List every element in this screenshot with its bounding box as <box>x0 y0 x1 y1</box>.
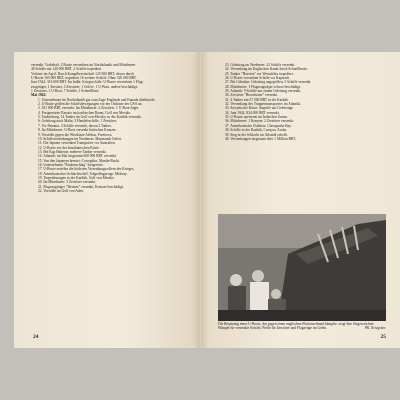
list-item: 27. Bei Gibraltar: Geleitzug angegriffen, 5 Schiffe versenkt. <box>225 80 312 85</box>
list-item: 31. 4 Tanker mit 37 000 BRT in der Karibik. <box>225 97 289 102</box>
left-page <box>14 52 201 348</box>
text-line: versenkt. Vorbehalt: 2 Boote versenkten im Nordatlantik und Mittelmeer <box>31 63 136 67</box>
list-item: 10. Schiffsversenkungen im Nordmeer, Murmansk-Geleit. <box>38 136 122 141</box>
list-item: 21. Flugzeugträger "Hermes" versenkt, Kreuzer beschädigt. <box>38 184 124 189</box>
list-item: 6. Geleitzug nach Malta: 3 Handelsschiffe, 1 Zerstörer. <box>38 119 117 124</box>
list-item: 23. Geleitzug im Nordmeer: 22 Schiffe versenkt. <box>225 63 296 67</box>
right-page <box>201 52 400 348</box>
photo-image <box>218 214 386 321</box>
list-item: 15. Von den Japanern besetzt: Corregidor, Manila-Bucht. <box>38 158 120 163</box>
list-item: 11. Die Japaner versenken Transporter vor Australien. <box>38 141 116 146</box>
left-page-intro <box>31 63 188 93</box>
list-item: 7. Vor Panama: 3 Schiffe versenkt, davon 2 Tanker. <box>38 123 112 128</box>
list-item: 5. Tankerkrieg: 14 Tanker im Golf von Mexiko, in der Karibik versenkt. <box>38 115 142 120</box>
list-item: 22. Vorstöße im Golf von Aden. <box>38 188 84 193</box>
list-item: 40. Versenkungen insgesamt über 1 Million BRT. <box>225 136 296 141</box>
list-item: 34. Juni 1942: 834 000 BRT versenkt. <box>225 110 280 115</box>
text-line: 40 Schiffe mit 140 000 BRT. 2 Schiffe torpediert. <box>31 67 103 72</box>
list-item: 38. Schiffe in der Karibik, Curaçao, Aruba. <box>225 128 288 133</box>
list-item: 32. Versenkung des Truppentransporters im Atlantik. <box>225 102 301 107</box>
list-item: 36. Mittelmeer: 1 Kreuzer, 2 Zerstörer versenkt. <box>225 119 295 124</box>
list-item: 26. U-Boote versenken Schiffe vor Kapstadt. <box>225 76 290 81</box>
text-line: zeugträger, 1 Kreuzer, 3 Zerstörer, 1 Geleit-, 1 U-Boot, andere beschädigt: <box>31 84 138 89</box>
list-item: 29. Atlantik: 9 Schiffe aus einem Geleitzug versenkt. <box>225 89 302 94</box>
text-line: U-Boote 165 000 BRT, torpediert 16 weitere Schiffe. Ohne 320 000 BRT. <box>31 76 137 81</box>
list-item: 12. U-Boote vor der brasilianischen Küste. <box>38 145 100 150</box>
text-line: Verluste im April: Durch Kampfbereitschaft 125 000 BRT, davon durch <box>31 71 134 76</box>
list-item: 13. Bei Kap Hatteras: mehrere Tanker versenkt. <box>38 149 107 154</box>
text-line: 1 Zerstörer, 1 U-Boot, 7 Schiffe, 1 Schnellboot. <box>31 89 100 94</box>
list-item: 8. Im Mittelmeer: U-Boot versenkt britischen Kreuzer. <box>38 128 117 133</box>
list-item: 14. Atlantik: im Mai insgesamt 600 000 BRT versenkt. <box>38 154 117 159</box>
list-item: 4. Fortgesetzter Einsatz im karibischen Raum, Golf von Mexiko. <box>38 110 132 115</box>
photo-caption <box>218 322 386 331</box>
list-item: 25. Tanker "Havsten" vor Westafrika torpediert. <box>225 71 294 76</box>
page-number-left: 24 <box>33 333 39 340</box>
list-item: 39. Sieg in der Schlacht im Atlantik erhofft. <box>225 132 288 137</box>
photo <box>218 214 386 321</box>
list-item: 30. Zerstörer "Broadwater" versenkt. <box>225 93 279 98</box>
list-item: 19. Torpedierungen in der Karibik, Golf von Mexiko. <box>38 175 115 180</box>
list-item: 37. Amerikanische Ostküste, Chesapeake Bay. <box>225 123 292 128</box>
open-book <box>14 52 400 348</box>
photo-credit: PK. Kriegsber. <box>364 326 386 331</box>
list-item: 16. Unternehmen "Paukenschlag" fortgesetzt. <box>38 162 104 167</box>
section-heading: Mai 1942: <box>31 93 47 98</box>
left-page-list <box>31 98 188 194</box>
list-item: 1. Unternehmen im Nordatlantik gut zum Zuge Englands und Kanada überbracht. <box>38 97 156 102</box>
list-item: 24. Versenkung im Englischen Kanal durch Schnellboote. <box>225 67 308 72</box>
list-item: 33. Sowjetische Küste: Angriffe auf Geleitzüge. <box>225 106 294 111</box>
list-item: 2. U-Boote griffen die Schiffsbewegungen vor der Ostküste der USA an. <box>38 102 143 107</box>
list-item: 20. Im Mittelmeer: 3 Zerstörer versenkt. <box>38 180 96 185</box>
list-item: 35. U-Boote operieren im Indischen Ozean. <box>225 115 288 120</box>
list-item: 28. Mittelmeer: 1 Flugzeugträger schwer beschädigt. <box>225 84 301 89</box>
text-line: Juni 1942: 316 000 BRT. Im Indik: Kriegsschiffe: U-Boote versenkten 1 Flug- <box>31 80 144 85</box>
list-item: 18. Amerikanisches Schlachtschiff, Trägerflugzeuge, Midway. <box>38 171 128 176</box>
list-item: 17. U-Boote erzielen die höchsten Versenkungsziffern des Krieges. <box>38 167 135 172</box>
page-number-right: 25 <box>380 333 386 340</box>
list-item: 3. 181 000 BRT versenkt. Im Mittelmeer: 2 Zerstörer, 1 U-Boot-Jäger. <box>38 106 139 111</box>
list-item: 9. Vorstöße gegen die Westküste Afrikas, Freetown. <box>38 132 113 137</box>
right-page-list <box>218 63 388 141</box>
caption-text: Die Besatzung eines U-Boots, das gegen einen englischen Flottenverband kämpfte, zeigt ihre Siegeszeichen: Wimpel für versenkte Schiffe, Pfeile für Zerstörer und Flugzeuge im Geleit. <box>218 322 375 331</box>
